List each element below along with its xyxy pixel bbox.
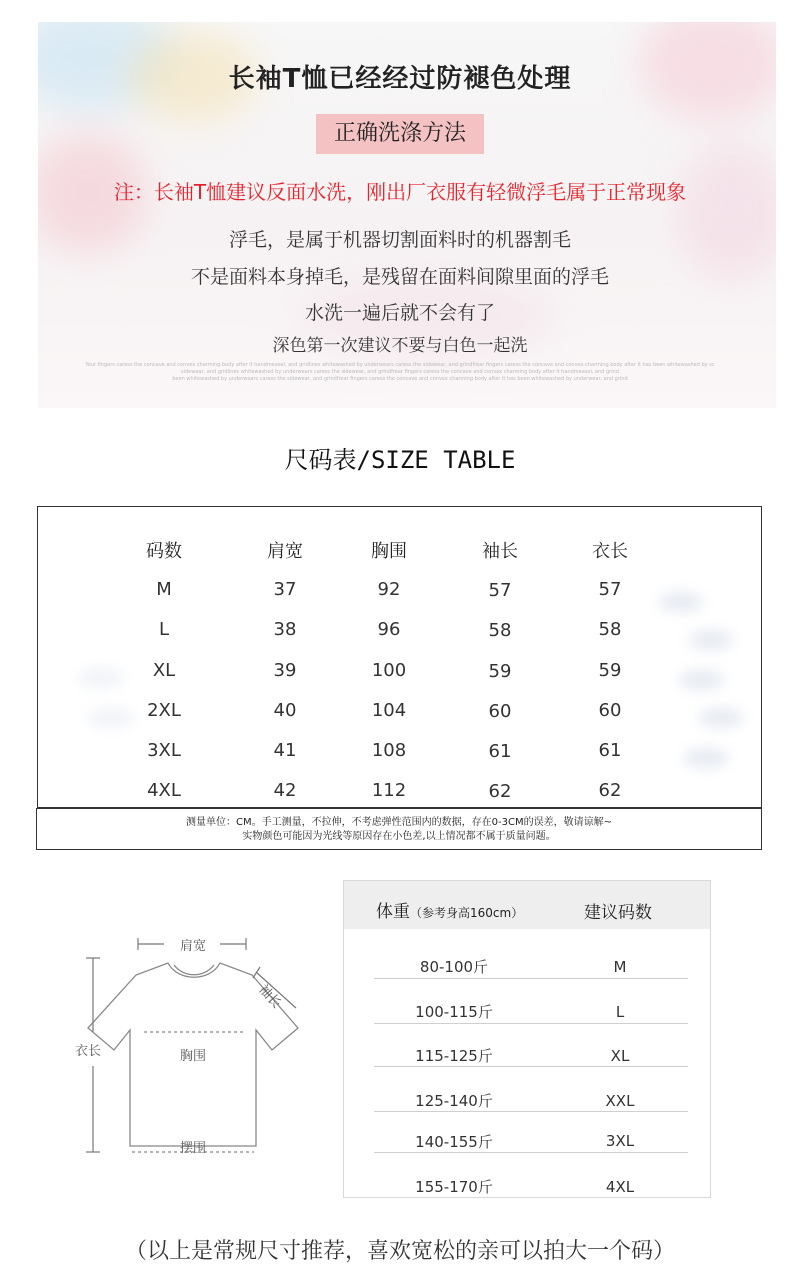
banner-note-line: 不是面料本身掉毛，是残留在面料间隙里面的浮毛 <box>190 266 609 288</box>
shoulder-cell: 40 <box>273 700 297 721</box>
weight-range: 155-170斤 <box>415 1178 493 1196</box>
chest-cell: 112 <box>371 780 407 801</box>
suggested-size: XL <box>610 1047 630 1065</box>
size-cell: 4XL <box>147 780 181 801</box>
col-header-shoulder: 肩宽 <box>267 541 303 562</box>
suggested-size-header: 建议码数 <box>584 903 652 923</box>
weight-range: 140-155斤 <box>415 1133 493 1151</box>
size-table-title: 尺码表/SIZE TABLE <box>284 446 516 474</box>
measurement-note-line: 测量单位：CM。手工测量，不拉伸，不考虑弹性范围内的数据，存在0-3CM的误差，敬请谅解~ <box>186 817 612 828</box>
chest-cell: 104 <box>371 700 407 721</box>
chest-cell: 108 <box>371 740 407 761</box>
weight-header-label: 体重 <box>376 902 410 922</box>
size-cell: L <box>158 619 170 640</box>
weight-range: 100-115斤 <box>415 1003 493 1021</box>
sleeve-cell: 57 <box>488 580 512 601</box>
length-cell: 61 <box>598 740 622 761</box>
tshirt-measure-diagram <box>60 920 330 1170</box>
weight-table-header <box>344 881 710 929</box>
shoulder-cell: 41 <box>273 740 297 761</box>
measurement-note-line: 实物颜色可能因为光线等原因存在小色差,以上情况都不属于质量问题。 <box>242 831 556 842</box>
shoulder-cell: 38 <box>273 619 297 640</box>
col-header-sleeve: 袖长 <box>482 541 518 562</box>
shoulder-cell: 37 <box>273 579 297 600</box>
chest-label: 胸围 <box>180 1049 207 1064</box>
size-table <box>37 506 762 808</box>
suggested-size: M <box>613 958 627 976</box>
col-header-length: 衣长 <box>592 541 628 562</box>
length-cell: 62 <box>598 780 622 801</box>
hem-label: 摆围 <box>180 1141 207 1156</box>
shoulder-cell: 42 <box>273 780 297 801</box>
sleeve-cell: 60 <box>488 701 512 722</box>
banner-note-line: 深色第一次建议不要与白色一起洗 <box>272 336 528 356</box>
banner-title: 长袖T恤已经经过防褪色处理 <box>228 64 572 94</box>
weight-size-table <box>343 880 711 1198</box>
sleeve-cell: 61 <box>488 741 512 762</box>
chest-cell: 96 <box>377 619 401 640</box>
shoulder-label: 肩宽 <box>180 939 207 954</box>
fine-print: Your fingers caress the concave and convex charming body after it handmeasel, and gridlines whitewashed by underwears caress the sidewear, and grindfrear fingers caress the concave and convex charming body after it has been whitewashed by sc <box>85 362 715 368</box>
sleeve-label: 袖长 <box>255 982 284 1012</box>
chest-cell: 92 <box>377 579 401 600</box>
length-label: 衣长 <box>75 1044 102 1059</box>
sleeve-cell: 58 <box>488 620 512 641</box>
wash-notice: 注：长袖T恤建议反面水洗，刚出厂衣服有轻微浮毛属于正常现象 <box>113 180 687 204</box>
row-divider <box>374 978 688 979</box>
size-cell: XL <box>152 660 176 681</box>
suggested-size: 3XL <box>605 1132 635 1150</box>
length-cell: 57 <box>598 579 622 600</box>
weight-range: 115-125斤 <box>415 1047 493 1065</box>
fine-print: been whitewashed by underwears caress the sidewear, and grindfrear fingers caress the concave and convex charming body after it has been whitewashed by underwear, and grind <box>172 376 628 382</box>
col-header-size: 码数 <box>146 541 182 562</box>
measurement-note <box>36 808 762 850</box>
banner-note-line: 水洗一遍后就不会有了 <box>304 302 495 324</box>
fine-print: sidewear, and gridlines whitewashed by underwears caress the sidewear, and grindfrear fingers caress the concave and convex charming body after it handmeasel, and grind <box>181 369 619 375</box>
size-cell: M <box>156 579 172 600</box>
sleeve-cell: 62 <box>488 781 512 802</box>
col-header-chest: 胸围 <box>371 541 407 562</box>
chest-cell: 100 <box>371 660 407 681</box>
suggested-size: XXL <box>605 1092 635 1110</box>
suggested-size: 4XL <box>605 1178 635 1196</box>
row-divider <box>374 1111 688 1112</box>
length-cell: 60 <box>598 700 622 721</box>
banner-note-line: 浮毛，是属于机器切割面料时的机器割毛 <box>228 229 571 251</box>
sleeve-cell: 59 <box>488 661 512 682</box>
weight-range: 125-140斤 <box>415 1092 493 1110</box>
length-cell: 59 <box>598 660 622 681</box>
weight-range: 80-100斤 <box>419 958 489 976</box>
size-cell: 3XL <box>147 740 181 761</box>
size-cell: 2XL <box>147 700 181 721</box>
suggested-size: L <box>615 1003 625 1021</box>
weight-header <box>376 897 523 922</box>
size-recommendation-note: （以上是常规尺寸推荐，喜欢宽松的亲可以拍大一个码） <box>124 1239 675 1264</box>
row-divider <box>374 1152 688 1153</box>
length-cell: 58 <box>598 619 622 640</box>
row-divider <box>374 1066 688 1067</box>
wash-method-label: 正确洗涤方法 <box>316 114 484 154</box>
row-divider <box>374 1023 688 1024</box>
weight-header-note: （参考身高160cm） <box>410 906 524 920</box>
shoulder-cell: 39 <box>273 660 297 681</box>
